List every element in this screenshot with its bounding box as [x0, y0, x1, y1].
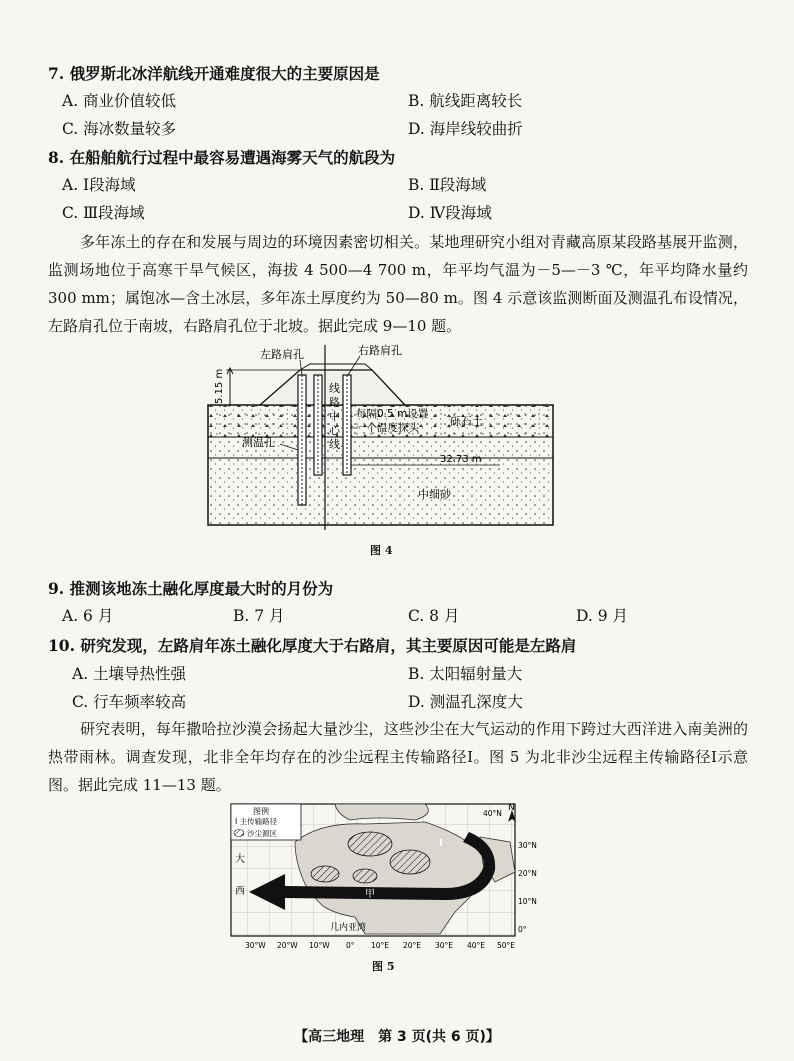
svg-text:30°E: 30°E	[435, 941, 454, 950]
dust-source-4	[353, 869, 377, 883]
svg-text:线: 线	[329, 438, 340, 451]
map-path-label: Ⅰ	[439, 838, 443, 849]
q9-option-d: D. 9 月	[576, 607, 629, 625]
map-ocean-label-2: 西	[235, 886, 245, 897]
svg-text:线: 线	[329, 382, 340, 395]
svg-text:40°N: 40°N	[483, 809, 502, 818]
q9-option-b: B. 7 月	[233, 607, 285, 625]
svg-text:0°: 0°	[346, 941, 355, 950]
svg-text:10°N: 10°N	[518, 897, 537, 906]
q8-option-c: C. Ⅲ段海域	[62, 204, 145, 222]
q9-option-c: C. 8 月	[408, 607, 460, 625]
probe-label-1: 每隔0.5 m设置	[356, 408, 429, 420]
q7-option-d: D. 海岸线较曲折	[408, 120, 523, 138]
svg-text:10°W: 10°W	[309, 941, 330, 950]
map-jia-label: 甲	[365, 889, 375, 900]
height-label: 5.15 m	[214, 368, 225, 404]
probe-label-2: 一个温度探头	[356, 422, 419, 434]
dust-source-3	[311, 866, 339, 882]
q7-stem: 7. 俄罗斯北冰洋航线开通难度很大的主要原因是	[48, 64, 380, 83]
left-hole-label: 左路肩孔	[260, 348, 304, 361]
svg-text:20°N: 20°N	[518, 869, 537, 878]
q9-stem: 9. 推测该地冻土融化厚度最大时的月份为	[48, 579, 334, 598]
center-line-label	[329, 381, 341, 451]
legend-source: 沙尘源区	[247, 829, 277, 838]
svg-text:30°N: 30°N	[518, 841, 537, 850]
page-footer: 【高三地理 第 3 页(共 6 页)】	[294, 1029, 500, 1045]
map-gulf-label: 几内亚湾	[330, 923, 367, 933]
q8-option-b: B. Ⅱ段海域	[408, 176, 487, 194]
europe-land	[335, 804, 428, 820]
depth-label: 32.73 m	[440, 454, 482, 465]
svg-text:路: 路	[329, 396, 340, 409]
hole-label: 测温孔	[242, 436, 275, 449]
svg-text:0°: 0°	[518, 925, 527, 934]
q10-option-d: D. 测温孔深度大	[408, 693, 523, 711]
right-hole-label: 右路肩孔	[358, 344, 402, 357]
svg-text:10°E: 10°E	[371, 941, 390, 950]
svg-text:20°E: 20°E	[403, 941, 422, 950]
svg-text:30°W: 30°W	[245, 941, 266, 950]
legend-hatch-icon	[234, 830, 244, 837]
svg-text:40°E: 40°E	[467, 941, 486, 950]
svg-text:50°E: 50°E	[497, 941, 516, 950]
q7-option-c: C. 海冰数量较多	[62, 120, 177, 138]
legend-path: Ⅰ 主传输路径	[235, 817, 278, 826]
q10-option-a: A. 土壤导热性强	[72, 665, 187, 683]
longitude-labels	[245, 941, 515, 950]
figure-5-caption: 图 5	[372, 960, 395, 973]
passage-permafrost: 多年冻土的存在和发展与周边的环境因素密切相关。某地理研究小组对青藏高原某段路基展开监测，监测场地位于高寒干旱气候区，海拔 4 500—4 700 m，年平均气温为－5—－3 ℃，年平均降水量约 300 mm；属饱冰—含土冰层，多年冻土厚度约为 50—80 m。图 4 示意该监测断面及测温孔布设情况，左路肩孔位于南坡，右路肩孔位于北坡。据此完成 9—10 题。	[48, 233, 748, 335]
q7-option-a: A. 商业价值较低	[62, 92, 177, 110]
q9-option-a: A. 6 月	[62, 607, 114, 625]
legend-title: 图例	[253, 807, 269, 816]
gravel-label: 砾石土	[450, 415, 483, 428]
q8-stem: 8. 在船舶航行过程中最容易遭遇海雾天气的航段为	[48, 148, 396, 167]
dust-source-2	[390, 850, 430, 874]
q7-option-b: B. 航线距离较长	[408, 92, 523, 110]
svg-text:N: N	[508, 803, 515, 813]
dust-source-1	[348, 832, 392, 856]
q10-option-c: C. 行车频率较高	[72, 693, 187, 711]
figure-5-map	[225, 802, 535, 954]
figure-4-caption: 图 4	[370, 544, 393, 557]
figure-4-diagram	[200, 340, 560, 540]
svg-text:中: 中	[329, 410, 340, 423]
q8-option-d: D. Ⅳ段海域	[408, 204, 492, 222]
svg-text:20°W: 20°W	[277, 941, 298, 950]
q10-option-b: B. 太阳辐射量大	[408, 665, 523, 683]
map-ocean-label-1: 大	[235, 854, 245, 865]
q8-option-a: A. Ⅰ段海域	[62, 176, 136, 194]
passage-dust: 研究表明，每年撒哈拉沙漠会扬起大量沙尘，这些沙尘在大气运动的作用下跨过大西洋进入南美洲的热带雨林。调查发现，北非全年均存在的沙尘远程主传输路径Ⅰ。图 5 为北非沙尘远程主传输路径Ⅰ示意图。据此完成 11—13 题。	[48, 720, 748, 794]
q10-stem: 10. 研究发现，左路肩年冻土融化厚度大于右路肩，其主要原因可能是左路肩	[48, 636, 577, 655]
sand-label: 中细砂	[418, 488, 451, 501]
svg-text:心: 心	[329, 424, 340, 437]
